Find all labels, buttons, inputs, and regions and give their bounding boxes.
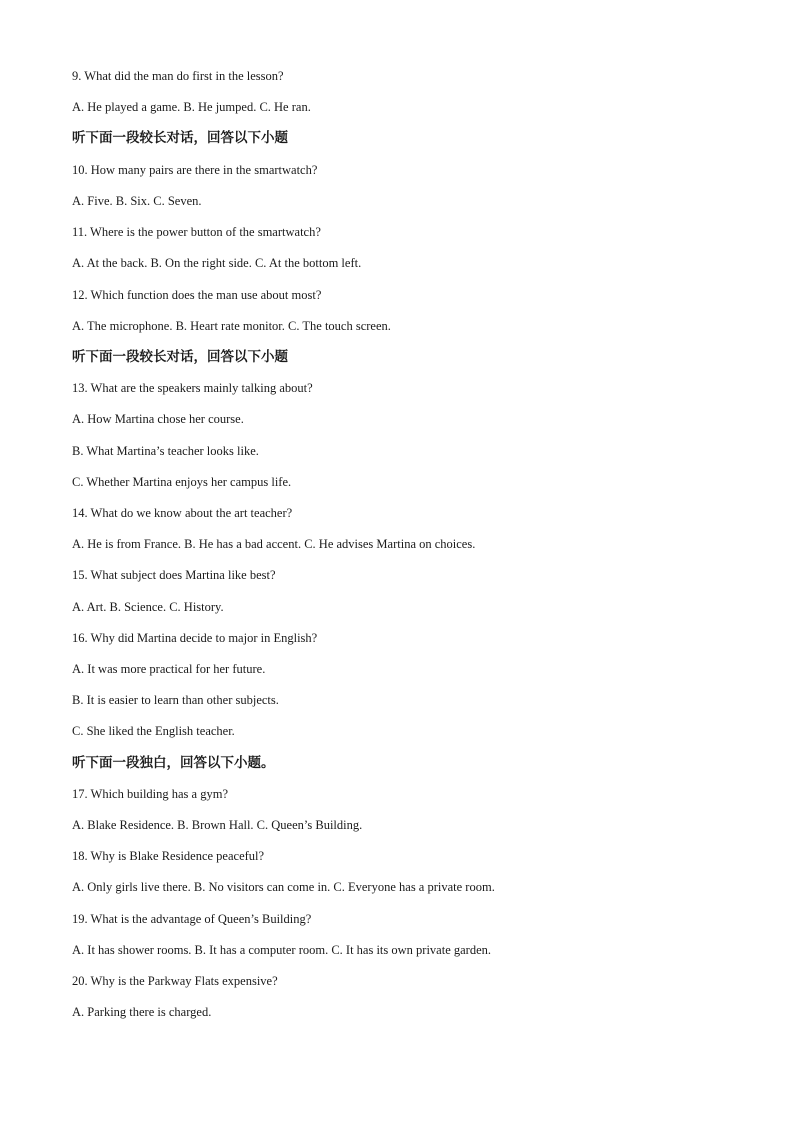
question-14: 14. What do we know about the art teacher? [72, 506, 293, 520]
question-13: 13. What are the speakers mainly talking about? [72, 381, 313, 395]
question-19: 19. What is the advantage of Queen’s Building? [72, 912, 312, 926]
question-20: 20. Why is the Parkway Flats expensive? [72, 974, 278, 988]
question-10: 10. How many pairs are there in the smartwatch? [72, 163, 318, 177]
section-heading-monologue: 听下面一段独白，回答以下小题。 [72, 755, 275, 771]
question-13-option-b: B. What Martina’s teacher looks like. [72, 444, 259, 458]
question-15-options: A. Art. B. Science. C. History. [72, 600, 224, 614]
question-11: 11. Where is the power button of the smartwatch? [72, 225, 321, 239]
question-18-options: A. Only girls live there. B. No visitors can come in. C. Everyone has a private room. [72, 880, 495, 894]
question-16-option-b: B. It is easier to learn than other subjects. [72, 693, 279, 707]
question-9: 9. What did the man do first in the lesson? [72, 69, 284, 83]
question-18: 18. Why is Blake Residence peaceful? [72, 849, 265, 863]
question-17: 17. Which building has a gym? [72, 787, 228, 801]
section-heading-dialogue-1: 听下面一段较长对话，回答以下小题 [72, 130, 288, 146]
question-17-options: A. Blake Residence. B. Brown Hall. C. Queen’s Building. [72, 818, 363, 832]
question-15: 15. What subject does Martina like best? [72, 568, 276, 582]
question-12-options: A. The microphone. B. Heart rate monitor. C. The touch screen. [72, 319, 391, 333]
question-12: 12. Which function does the man use about most? [72, 288, 322, 302]
question-16-option-c: C. She liked the English teacher. [72, 724, 235, 738]
question-10-options: A. Five. B. Six. C. Seven. [72, 194, 202, 208]
question-11-options: A. At the back. B. On the right side. C. At the bottom left. [72, 256, 362, 270]
question-13-option-a: A. How Martina chose her course. [72, 412, 244, 426]
question-19-options: A. It has shower rooms. B. It has a computer room. C. It has its own private garden. [72, 943, 492, 957]
question-16-option-a: A. It was more practical for her future. [72, 662, 266, 676]
question-20-option-a: A. Parking there is charged. [72, 1005, 212, 1019]
section-heading-dialogue-2: 听下面一段较长对话，回答以下小题 [72, 349, 288, 365]
question-14-options: A. He is from France. B. He has a bad accent. C. He advises Martina on choices. [72, 537, 476, 551]
question-13-option-c: C. Whether Martina enjoys her campus life. [72, 475, 292, 489]
question-9-options: A. He played a game. B. He jumped. C. He ran. [72, 100, 311, 114]
question-16: 16. Why did Martina decide to major in English? [72, 631, 318, 645]
